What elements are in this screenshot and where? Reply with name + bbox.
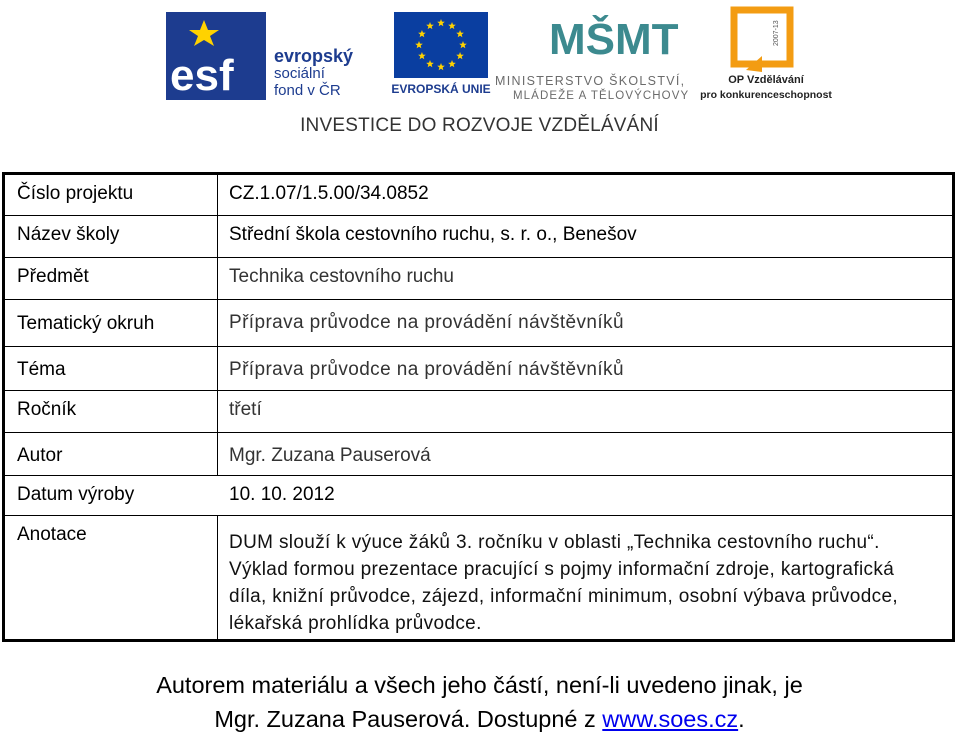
eu-flag-icon bbox=[394, 12, 488, 78]
msmt-mark bbox=[547, 6, 679, 68]
msmt-logo bbox=[495, 6, 700, 106]
row-value: 10. 10. 2012 bbox=[229, 484, 335, 505]
row-label: Předmět bbox=[17, 266, 89, 287]
project-info-table bbox=[2, 172, 955, 642]
info-row-anotace bbox=[5, 516, 952, 639]
row-label: Název školy bbox=[17, 224, 120, 245]
info-row-tema bbox=[5, 347, 952, 391]
eu-star-icon bbox=[418, 52, 426, 59]
eu-star-icon bbox=[437, 63, 445, 70]
footer-note bbox=[0, 668, 959, 736]
annotation-text: DUM slouží k výuce žáků 3. ročníku v oblasti „Technika cestovního ruchu“. Výklad formou prezentace pracující s pojmy informační zdroje, kartografická díla, knižní průvodce, zájezd, informační minimum, osobní výbava průvodce, lékařská prohlídka průvodce. bbox=[229, 532, 899, 634]
op-line1: OP Vzdělávání bbox=[728, 74, 804, 86]
info-row-tematicky-okruh bbox=[5, 300, 952, 347]
row-value: Příprava průvodce na provádění návštěvníků bbox=[229, 312, 624, 333]
logo-band bbox=[0, 0, 959, 150]
eu-caption: EVROPSKÁ UNIE bbox=[391, 82, 491, 96]
eu-star-icon bbox=[418, 30, 426, 37]
eu-star-icon bbox=[456, 52, 464, 59]
footer-line2 bbox=[0, 702, 959, 736]
row-label: Datum výroby bbox=[17, 484, 135, 505]
row-label: Číslo projektu bbox=[17, 183, 134, 204]
eu-star-icon bbox=[448, 60, 456, 67]
svg-text:MŠMT: MŠMT bbox=[549, 15, 679, 64]
row-value: Mgr. Zuzana Pauserová bbox=[229, 445, 431, 466]
eu-logo bbox=[386, 12, 496, 100]
msmt-line1: MINISTERSTVO ŠKOLSTVÍ, bbox=[495, 74, 686, 88]
row-value: třetí bbox=[229, 399, 262, 420]
info-row-autor bbox=[5, 433, 952, 476]
row-value: Příprava průvodce na provádění návštěvníků bbox=[229, 359, 624, 380]
info-row-cislo-projektu bbox=[5, 175, 952, 216]
row-value: CZ.1.07/1.5.00/34.0852 bbox=[229, 183, 429, 204]
op-vk-logo bbox=[700, 4, 832, 104]
esf-logo bbox=[166, 12, 376, 100]
eu-star-icon bbox=[415, 41, 423, 48]
esf-mark bbox=[166, 12, 266, 100]
eu-star-icon bbox=[426, 60, 434, 67]
esf-line3: fond v ČR bbox=[274, 82, 341, 99]
row-label: Autor bbox=[17, 445, 63, 466]
svg-text:2007-13: 2007-13 bbox=[773, 20, 780, 46]
op-line2: pro konkurenceschopnost bbox=[700, 89, 832, 101]
op-frame-icon bbox=[728, 4, 798, 72]
svg-text:esf: esf bbox=[170, 51, 234, 100]
row-value: Střední škola cestovního ruchu, s. r. o., Benešov bbox=[229, 224, 637, 245]
investice-banner: INVESTICE DO ROZVOJE VZDĚLÁVÁNÍ bbox=[300, 115, 659, 136]
info-row-datum-vyroby bbox=[5, 476, 952, 516]
row-label: Téma bbox=[17, 359, 66, 380]
footer-line2-prefix: Mgr. Zuzana Pauserová. Dostupné z bbox=[214, 706, 603, 732]
row-value: Technika cestovního ruchu bbox=[229, 266, 454, 287]
row-label: Tematický okruh bbox=[17, 313, 155, 334]
eu-star-icon bbox=[459, 41, 467, 48]
website-link[interactable]: www.soes.cz bbox=[602, 706, 739, 732]
info-row-nazev-skoly bbox=[5, 216, 952, 258]
row-label: Ročník bbox=[17, 399, 77, 420]
msmt-line2: MLÁDEŽE A TĚLOVÝCHOVY bbox=[513, 90, 690, 102]
eu-star-icon bbox=[437, 19, 445, 26]
esf-line2: sociální bbox=[274, 65, 325, 82]
footer-line1: Autorem materiálu a všech jeho částí, není-li uvedeno jinak, je bbox=[156, 672, 803, 698]
row-label: Anotace bbox=[17, 524, 87, 545]
info-row-predmet bbox=[5, 258, 952, 300]
eu-star-icon bbox=[448, 22, 456, 29]
info-row-rocnik bbox=[5, 391, 952, 433]
footer-line2-suffix: . bbox=[738, 706, 745, 732]
esf-line1: evropský bbox=[274, 46, 354, 66]
eu-star-icon bbox=[456, 30, 464, 37]
eu-star-icon bbox=[426, 22, 434, 29]
